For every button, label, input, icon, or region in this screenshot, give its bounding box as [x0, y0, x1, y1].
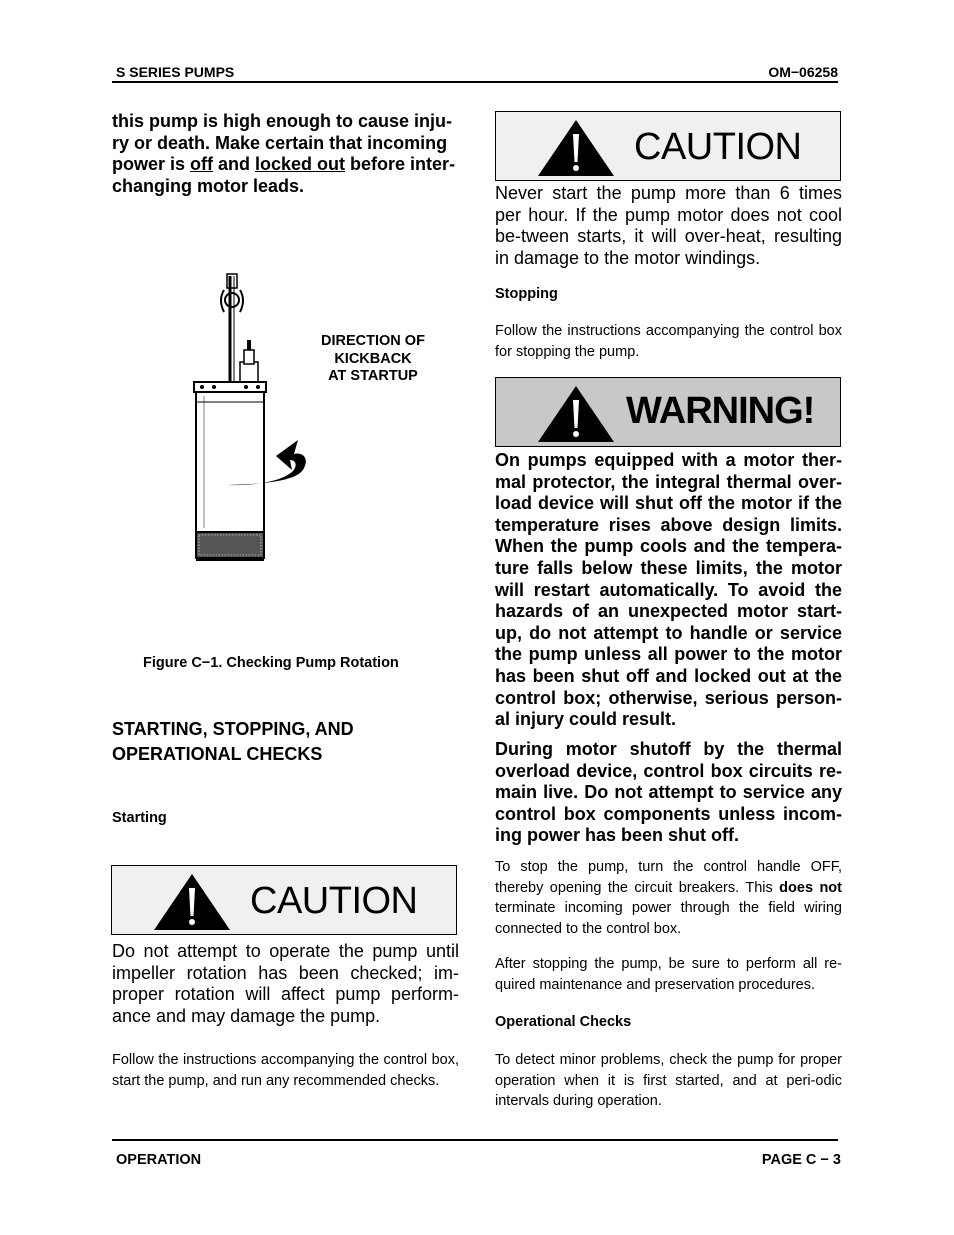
starting-heading: Starting [112, 810, 167, 826]
warning-title: WARNING! [626, 390, 815, 432]
starting-instructions: Follow the instructions accompanying the control box, start the pump, and run any recommended checks. [112, 1052, 459, 1089]
operational-checks-heading: Operational Checks [495, 1014, 632, 1030]
header-rule [112, 81, 838, 83]
footer-right: PAGE C − 3 [761, 1152, 841, 1168]
after-stopping-text: After stopping the pump, be sure to perform all re-quired maintenance and preservation procedures. [495, 956, 842, 993]
header-left: S SERIES PUMPS [116, 64, 235, 80]
caution-title: CAUTION [634, 126, 802, 168]
caution-title: CAUTION [250, 880, 418, 922]
right-caution-text: Never start the pump more than 6 times per hour. If the pump motor does not cool be-tween starts, it will over-heat, resulting in damage to the motor windings. [495, 183, 842, 268]
section-heading: STARTING, STOPPING, AND OPERATIONAL CHECKS [112, 719, 354, 764]
stopping-text: Follow the instructions accompanying the control box for stopping the pump. [495, 323, 842, 360]
locked-out-underlined: locked out [255, 154, 346, 175]
exclamation-triangle-icon [536, 384, 616, 444]
footer-left: OPERATION [116, 1152, 202, 1168]
right-caution-box [495, 111, 841, 181]
intro-warning-continuation: this pump is high enough to cause inju- ry or death. Make certain that incoming power is off and locked out before inter- changing motor leads. [112, 111, 456, 196]
header-right: OM−06258 [768, 64, 838, 80]
figure-caption: Figure C−1. Checking Pump Rotation [143, 655, 399, 671]
left-caution-text: Do not attempt to operate the pump until impeller rotation has been checked; im-proper rotation will affect pump perform-ance and may damage the pump. [112, 941, 459, 1026]
stop-pump-text: To stop the pump, turn the control handle OFF, thereby opening the circuit breakers. This does not terminate incoming power through the field wiring connected to the control box. [495, 859, 842, 937]
warning-box [495, 377, 841, 447]
does-not-emphasis: does not [779, 879, 842, 896]
stopping-heading: Stopping [495, 286, 558, 302]
footer-rule [112, 1139, 838, 1141]
exclamation-triangle-icon [152, 872, 232, 932]
exclamation-triangle-icon [536, 118, 616, 178]
off-underlined: off [190, 154, 214, 175]
pump-rotation-figure [180, 270, 330, 570]
kickback-direction-label: DIRECTION OF KICKBACK AT STARTUP [321, 333, 425, 384]
warning-text-2: During motor shutoff by the thermal overload device, control box circuits re-main live. Do not attempt to service any control box components unless incom-ing power has been shut off. [495, 739, 842, 846]
left-caution-box [111, 865, 457, 935]
warning-text-1: On pumps equipped with a motor ther-mal protector, the integral thermal over-load device will shut off the motor if the temperature rises above design limits. When the pump cools and the tempera-ture falls below these limits, the motor will restart automatically. To avoid the hazards of an unexpected motor start-up, do not attempt to handle or service the pump unless all power to the motor has been shut off and locked out at the control box; otherwise, serious person-al injury could result. [495, 450, 842, 730]
operational-checks-text: To detect minor problems, check the pump for proper operation when it is first started, and at peri-odic intervals during operation. [495, 1052, 842, 1109]
